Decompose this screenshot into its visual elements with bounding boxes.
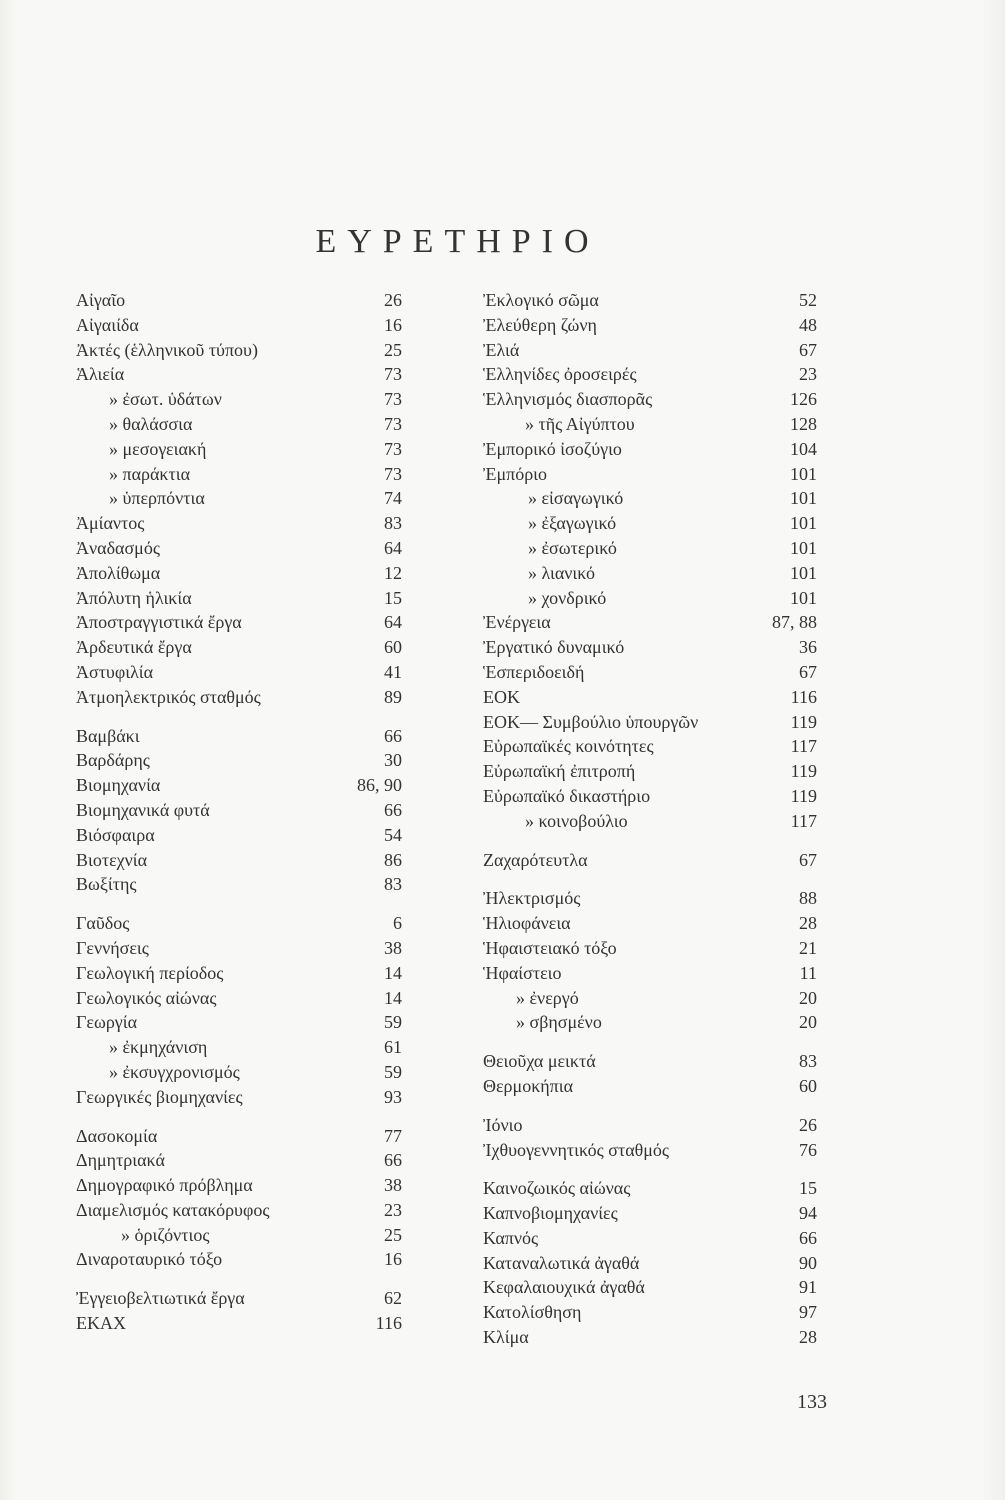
index-page-ref: 38 — [384, 1175, 402, 1196]
index-entry — [483, 610, 817, 635]
index-page-ref: 101 — [790, 463, 817, 484]
index-term: Κεφαλαιουχικά ἀγαθά — [483, 1277, 645, 1298]
index-page-ref: 25 — [384, 339, 402, 360]
index-page-ref: 54 — [384, 824, 402, 845]
index-entry — [76, 1060, 402, 1085]
index-entry — [483, 685, 817, 710]
index-term: Αἰγαιίδα — [76, 314, 139, 335]
index-term: Ἡφαίστειο — [483, 962, 562, 983]
index-entry — [483, 1251, 817, 1276]
index-page-ref: 126 — [790, 389, 817, 410]
index-term: Κλίμα — [483, 1327, 529, 1348]
index-page-ref: 26 — [799, 1114, 817, 1135]
index-entry — [483, 809, 817, 834]
index-page-ref: 64 — [384, 612, 402, 633]
index-term: » μεσογειακή — [109, 438, 207, 459]
index-page-ref: 66 — [799, 1227, 817, 1248]
index-entry — [483, 936, 817, 961]
letter-group-gap — [76, 1110, 402, 1124]
index-page-ref: 101 — [790, 537, 817, 558]
index-column-right — [483, 288, 817, 1350]
index-page-ref: 61 — [384, 1037, 402, 1058]
index-entry — [483, 412, 817, 437]
index-term: » σβησμένο — [516, 1012, 602, 1033]
index-page-ref: 28 — [799, 1327, 817, 1348]
index-page-ref: 66 — [384, 1150, 402, 1171]
index-term: » παράκτια — [109, 463, 191, 484]
index-entry — [76, 1247, 402, 1272]
index-term: Ἰχθυογεννητικός σταθμός — [483, 1139, 670, 1160]
index-term: » τῆς Αἰγύπτου — [525, 413, 635, 434]
index-term: Θειοῦχα μεικτά — [483, 1051, 596, 1072]
index-page-ref: 36 — [799, 637, 817, 658]
letter-group-gap — [483, 1099, 817, 1113]
index-entry — [483, 586, 817, 611]
index-page-ref: 83 — [384, 513, 402, 534]
index-page-ref: 93 — [384, 1086, 402, 1107]
index-entry — [483, 886, 817, 911]
index-page-ref: 11 — [799, 962, 817, 983]
index-entry — [76, 936, 402, 961]
index-entry — [76, 798, 402, 823]
index-term: Ἀναδασμός — [76, 537, 160, 558]
index-page-ref: 64 — [384, 537, 402, 558]
index-entry — [76, 288, 402, 313]
index-page-ref: 67 — [799, 849, 817, 870]
index-entry — [76, 748, 402, 773]
index-page-ref: 101 — [790, 513, 817, 534]
index-term: Καπνός — [483, 1227, 539, 1248]
index-page-ref: 62 — [384, 1288, 402, 1309]
letter-group-gap — [483, 1035, 817, 1049]
index-term: » ἐνεργό — [516, 987, 579, 1008]
index-term: Ἠλεκτρισμός — [483, 888, 581, 909]
index-entry — [483, 387, 817, 412]
index-entry — [76, 561, 402, 586]
index-term: Καινοζωικός αἰώνας — [483, 1178, 631, 1199]
index-term: Γεωλογικός αἰώνας — [76, 987, 217, 1008]
index-entry — [76, 986, 402, 1011]
index-term: Ἐκλογικό σῶμα — [483, 290, 599, 310]
index-entry — [483, 1300, 817, 1325]
index-entry — [483, 561, 817, 586]
index-term: Βιοτεχνία — [76, 849, 148, 870]
index-term: Κατολίσθηση — [483, 1302, 582, 1323]
index-page-ref: 88 — [799, 888, 817, 909]
index-entry — [483, 986, 817, 1011]
index-entry — [76, 724, 402, 749]
index-term: » ἐσωτ. ὑδάτων — [109, 389, 222, 410]
index-page-ref: 66 — [384, 799, 402, 820]
index-page-ref: 74 — [384, 488, 402, 509]
index-page-ref: 86, 90 — [357, 775, 402, 796]
index-page-ref: 66 — [384, 725, 402, 746]
index-term: » κοινοβούλιο — [525, 810, 628, 831]
letter-group-gap — [483, 834, 817, 848]
index-entry — [76, 387, 402, 412]
index-term: » θαλάσσια — [109, 413, 193, 434]
index-term: » χονδρικό — [528, 587, 607, 608]
index-term: Ἐλεύθερη ζώνη — [483, 314, 597, 335]
index-page-ref: 30 — [384, 750, 402, 771]
index-page-ref: 41 — [384, 661, 402, 682]
index-entry — [483, 635, 817, 660]
index-term: Ἡφαιστειακό τόξο — [483, 937, 617, 958]
index-entry — [76, 313, 402, 338]
letter-group-gap — [483, 1162, 817, 1176]
index-term: ΕΚΑΧ — [76, 1313, 126, 1334]
index-term: » ἐκσυγχρονισμός — [109, 1061, 240, 1082]
index-entry — [483, 734, 817, 759]
index-term: Ἀπόλυτη ἡλικία — [76, 587, 192, 608]
index-entry — [483, 784, 817, 809]
index-page-ref: 73 — [384, 389, 402, 410]
index-page-ref: 119 — [790, 711, 817, 732]
index-page-ref: 14 — [384, 987, 402, 1008]
index-page-ref: 119 — [790, 761, 817, 782]
index-page-ref: 73 — [384, 364, 402, 385]
index-page-ref: 73 — [384, 463, 402, 484]
index-page-ref: 20 — [799, 987, 817, 1008]
index-entry — [483, 511, 817, 536]
index-term: Εὐρωπαϊκή ἐπιτροπή — [483, 761, 636, 782]
index-entry — [76, 610, 402, 635]
index-page-ref: 16 — [384, 314, 402, 335]
index-page-ref: 38 — [384, 937, 402, 958]
index-page-ref: 28 — [799, 913, 817, 934]
index-page-ref: 52 — [799, 290, 817, 310]
index-entry — [76, 911, 402, 936]
index-entry — [483, 1176, 817, 1201]
index-page-ref: 101 — [790, 562, 817, 583]
index-term: Καταναλωτικά ἀγαθά — [483, 1252, 640, 1273]
index-entry — [76, 823, 402, 848]
index-entry — [76, 486, 402, 511]
index-page-ref: 90 — [799, 1252, 817, 1273]
index-term: » εἰσαγωγικό — [528, 488, 624, 509]
index-term: Ἐνέργεια — [483, 612, 551, 633]
index-page-ref: 15 — [384, 587, 402, 608]
index-entry — [76, 511, 402, 536]
index-page-ref: 117 — [790, 736, 817, 757]
index-entry — [76, 1085, 402, 1110]
index-page-ref: 20 — [799, 1012, 817, 1033]
index-entry — [76, 848, 402, 873]
letter-group-gap — [483, 872, 817, 886]
index-page-ref: 97 — [799, 1302, 817, 1323]
index-entry — [483, 1113, 817, 1138]
index-page-ref: 67 — [799, 661, 817, 682]
index-entry — [76, 437, 402, 462]
index-column-left — [76, 288, 402, 1336]
index-term: » ἐξαγωγικό — [528, 513, 617, 534]
page-title: ΕΥΡΕΤΗΡΙΟ — [315, 223, 600, 260]
index-page-ref: 14 — [384, 962, 402, 983]
index-entry — [76, 412, 402, 437]
index-page-ref: 94 — [799, 1203, 817, 1224]
index-page-ref: 23 — [384, 1199, 402, 1220]
index-entry — [76, 1124, 402, 1149]
index-page-ref: 73 — [384, 438, 402, 459]
index-entry — [483, 1325, 817, 1350]
index-entry — [483, 660, 817, 685]
index-entry — [76, 1311, 402, 1336]
index-term: Ἀμίαντος — [76, 513, 145, 534]
index-term: Ζαχαρότευτλα — [483, 849, 588, 870]
index-page-ref: 73 — [384, 413, 402, 434]
index-term: Ἐγγειοβελτιωτικά ἔργα — [76, 1288, 245, 1309]
index-term: Ἐμπόριο — [483, 463, 548, 484]
index-term: Δημογραφικό πρόβλημα — [76, 1175, 253, 1196]
index-term: Ἰόνιο — [483, 1114, 523, 1135]
index-term: Βιόσφαιρα — [76, 824, 155, 845]
index-page-ref: 60 — [799, 1075, 817, 1096]
index-term: ΕΟΚ — [483, 686, 520, 707]
index-term: Ἑλληνισμός διασπορᾶς — [483, 389, 653, 410]
index-page-ref: 67 — [799, 339, 817, 360]
index-entry — [76, 338, 402, 363]
index-term: Ἐλιά — [483, 339, 520, 360]
index-entry — [483, 911, 817, 936]
index-entry — [483, 486, 817, 511]
index-entry — [76, 1148, 402, 1173]
index-term: Ἡλιοφάνεια — [483, 913, 571, 934]
index-term: Ἑλληνίδες ὀροσειρές — [483, 364, 637, 385]
index-page-ref: 21 — [799, 937, 817, 958]
index-term: Ἀποστραγγιστικά ἔργα — [76, 612, 242, 633]
index-page-ref: 128 — [790, 413, 817, 434]
index-term: Ἐμπορικό ἰσοζύγιο — [483, 438, 622, 459]
index-page-ref: 60 — [384, 637, 402, 658]
index-page-ref: 101 — [790, 488, 817, 509]
index-term: Ἐργατικό δυναμικό — [483, 637, 625, 658]
index-entry — [76, 872, 402, 897]
letter-group-gap — [76, 710, 402, 724]
index-page-ref: 25 — [384, 1224, 402, 1245]
index-entry — [76, 362, 402, 387]
index-term: Ἀρδευτικά ἔργα — [76, 637, 192, 658]
index-page-ref: 116 — [375, 1313, 402, 1334]
index-entry — [483, 362, 817, 387]
index-entry — [483, 313, 817, 338]
index-term: Ἀπολίθωμα — [76, 562, 161, 583]
index-entry — [483, 1275, 817, 1300]
index-entry — [483, 710, 817, 735]
index-term: ΕΟΚ— Συμβούλιο ὑπουργῶν — [483, 711, 699, 732]
index-term: Διναροταυρικό τόξο — [76, 1249, 223, 1270]
index-entry — [483, 1074, 817, 1099]
index-term: Δασοκομία — [76, 1125, 158, 1146]
index-entry — [483, 338, 817, 363]
index-entry — [483, 961, 817, 986]
index-page-ref: 116 — [790, 686, 817, 707]
index-entry — [483, 536, 817, 561]
index-page-ref: 59 — [384, 1061, 402, 1082]
index-page-ref: 87, 88 — [772, 612, 817, 633]
index-entry — [483, 1201, 817, 1226]
index-term: Βαμβάκι — [76, 725, 140, 746]
index-entry — [76, 1286, 402, 1311]
index-term: Θερμοκήπια — [483, 1075, 574, 1096]
index-term: Εὐρωπαϊκές κοινότητες — [483, 736, 654, 757]
index-page-ref: 26 — [384, 290, 402, 310]
index-entry — [76, 635, 402, 660]
index-term: » ἐκμηχάνιση — [109, 1037, 208, 1058]
index-page-ref: 91 — [799, 1277, 817, 1298]
index-term: Γεωργικές βιομηχανίες — [76, 1086, 243, 1107]
index-page-ref: 48 — [799, 314, 817, 335]
index-page-ref: 12 — [384, 562, 402, 583]
index-entry — [76, 773, 402, 798]
index-entry — [483, 288, 817, 313]
index-term: Γεωργία — [76, 1012, 138, 1033]
index-term: Ἁλιεία — [76, 364, 125, 385]
index-entry — [483, 1138, 817, 1163]
index-term: Ἀστυφιλία — [76, 661, 154, 682]
index-entry — [76, 462, 402, 487]
index-entry — [76, 586, 402, 611]
index-page-ref: 77 — [384, 1125, 402, 1146]
index-entry — [483, 1049, 817, 1074]
index-page-ref: 6 — [393, 913, 402, 934]
index-page-ref: 76 — [799, 1139, 817, 1160]
index-term: Ἀκτές (ἑλληνικοῦ τύπου) — [76, 339, 258, 360]
letter-group-gap — [76, 897, 402, 911]
index-entry — [76, 1010, 402, 1035]
index-term: Καπνοβιομηχανίες — [483, 1203, 618, 1224]
index-page-ref: 83 — [384, 874, 402, 895]
index-term: Βωξίτης — [76, 874, 137, 895]
index-entry — [76, 1223, 402, 1248]
index-term: Δημητριακά — [76, 1150, 165, 1171]
index-page-ref: 16 — [384, 1249, 402, 1270]
index-term: Αἰγαῖο — [76, 290, 126, 310]
index-entry — [76, 536, 402, 561]
index-entry — [76, 961, 402, 986]
index-entry — [483, 848, 817, 873]
index-page-ref: 15 — [799, 1178, 817, 1199]
index-page-ref: 117 — [790, 810, 817, 831]
index-term: Βαρδάρης — [76, 750, 150, 771]
index-entry — [76, 1198, 402, 1223]
index-entry — [483, 1226, 817, 1251]
index-term: » ὁριζόντιος — [121, 1224, 210, 1245]
index-term: Βιομηχανικά φυτά — [76, 799, 210, 820]
index-page-ref: 101 — [790, 587, 817, 608]
index-entry — [483, 1010, 817, 1035]
index-page-ref: 59 — [384, 1012, 402, 1033]
index-page-ref: 83 — [799, 1051, 817, 1072]
index-term: Διαμελισμός κατακόρυφος — [76, 1199, 270, 1220]
index-entry — [76, 660, 402, 685]
index-term: » ὑπερπόντια — [109, 488, 205, 509]
index-term: Γεννήσεις — [76, 937, 149, 958]
index-entry — [76, 1035, 402, 1060]
index-entry — [483, 462, 817, 487]
index-page-ref: 104 — [790, 438, 817, 459]
index-page-ref: 89 — [384, 686, 402, 707]
index-page-ref: 23 — [799, 364, 817, 385]
index-entry — [76, 1173, 402, 1198]
page-number: 133 — [797, 1391, 827, 1413]
index-term: Γεωλογική περίοδος — [76, 962, 224, 983]
index-term: Εὐρωπαϊκό δικαστήριο — [483, 785, 651, 806]
index-page-ref: 119 — [790, 785, 817, 806]
index-entry — [483, 759, 817, 784]
index-term: Γαῦδος — [76, 913, 130, 934]
index-term: » ἐσωτερικό — [528, 537, 617, 558]
index-term: Βιομηχανία — [76, 775, 161, 796]
index-page-ref: 86 — [384, 849, 402, 870]
index-entry — [483, 437, 817, 462]
letter-group-gap — [76, 1272, 402, 1286]
index-term: Ἑσπεριδοειδή — [483, 661, 585, 682]
index-entry — [76, 685, 402, 710]
index-term: Ἀτμοηλεκτρικός σταθμός — [76, 686, 261, 707]
index-term: » λιανικό — [528, 562, 595, 583]
